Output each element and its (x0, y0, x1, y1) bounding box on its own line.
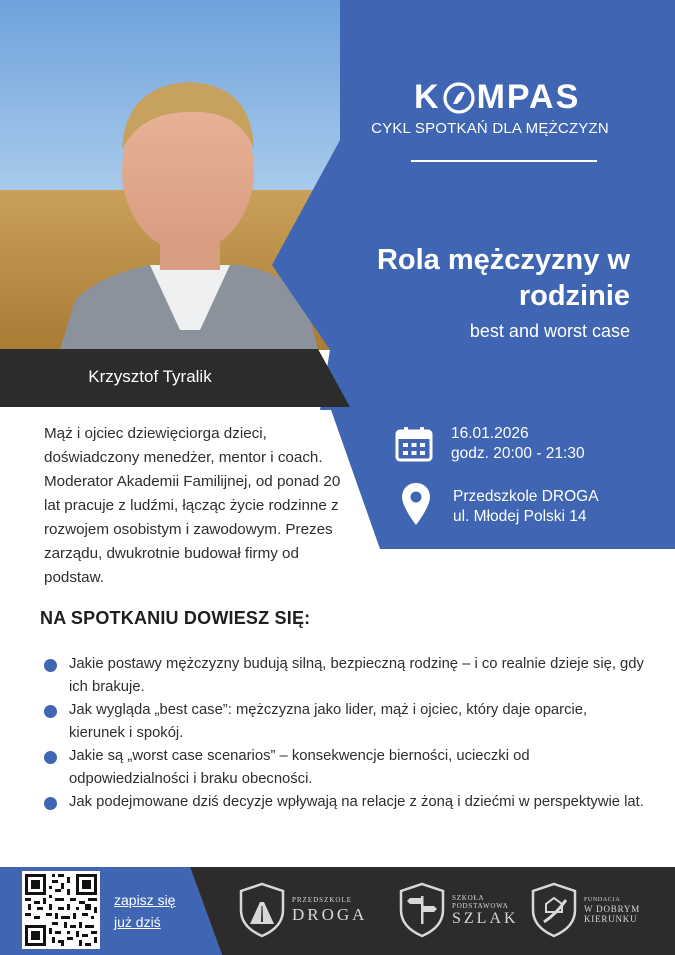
event-place (453, 487, 599, 527)
partner-fundacja-mid1: W DOBRYM (584, 904, 640, 914)
compass-icon (442, 81, 476, 115)
partner-droga-big: DROGA (292, 905, 368, 924)
partner-szlak-small1: SZKOŁA (452, 893, 485, 902)
agenda-item-text: Jakie postawy mężczyzny budują silną, bezpieczną rodzinę – i co realnie dzieje się, gdy ich brakuje. (69, 656, 644, 695)
bullet-icon (44, 659, 57, 672)
agenda-heading: NA SPOTKANIU DOWIESZ SIĘ: (40, 608, 311, 628)
signup-link-line1[interactable]: zapisz się (114, 892, 176, 908)
agenda-list (44, 653, 644, 814)
event-title-line1: Rola mężczyzny w (376, 244, 630, 276)
event-title (300, 242, 630, 314)
calendar-icon (395, 426, 433, 462)
partner-szlak-big: SZLAK (452, 909, 519, 927)
event-title-line2: rodzinie (518, 280, 630, 312)
partner-fundacja (530, 879, 640, 941)
partner-szlak-small2: PODSTAWOWA (452, 901, 509, 910)
qr-code[interactable] (22, 871, 100, 949)
event-place-name: Przedszkole DROGA (453, 488, 599, 505)
agenda-item-text: Jak wygląda „best case”: mężczyzna jako lider, mąż i ojciec, który daje oparcie, kierunek i spokój. (69, 702, 588, 741)
signup-link[interactable] (114, 889, 175, 933)
shield-icon (530, 882, 578, 938)
partner-fundacja-small: FUNDACJA (584, 897, 621, 903)
speaker-name: Krzysztof Tyralik (88, 367, 212, 386)
partner-szkola-szlak (398, 879, 519, 941)
signup-link-line2[interactable]: już dziś (114, 914, 161, 930)
hero-background (0, 0, 675, 410)
speaker-bio: Mąż i ojciec dziewięciorga dzieci, doświadczony menedżer, mentor i coach. Moderator Akademii Familijnej, od ponad 20 lat pracuje z ludźmi, łącząc życie rodzinne z rozwojem osobistym i zawodowym. Prezes zarządu, dwukrotnie budował firmy od podstaw. (44, 425, 341, 586)
agenda-item-text: Jakie są „worst case scenarios” – konsekwencje bierności, ucieczki od odpowiedzialności i braku obecności. (69, 748, 530, 787)
agenda-item (44, 699, 644, 745)
agenda-item (44, 653, 644, 699)
agenda-item (44, 745, 644, 791)
event-subtitle: best and worst case (469, 321, 630, 341)
logo-text-left: K (414, 78, 441, 116)
partner-przedszkole-droga (238, 879, 367, 941)
event-place-address: ul. Młodej Polski 14 (453, 508, 587, 525)
shield-icon (238, 882, 286, 938)
shield-icon (398, 882, 446, 938)
bullet-icon (44, 705, 57, 718)
agenda-item-text: Jak podejmowane dziś decyzje wpływają na relacje z żoną i dziećmi w perspektywie lat. (69, 794, 644, 810)
tagline-divider (411, 160, 597, 162)
event-date (451, 424, 585, 464)
bullet-icon (44, 751, 57, 764)
map-pin-icon (401, 482, 431, 526)
logo-text-right: MPAS (476, 78, 581, 116)
bullet-icon (44, 797, 57, 810)
partner-fundacja-mid2: KIERUNKU (584, 914, 638, 924)
agenda-item (44, 791, 644, 814)
tagline: CYKL SPOTKAŃ DLA MĘŻCZYZN (371, 120, 609, 137)
qr-code-pattern (25, 874, 97, 946)
partner-droga-small: PRZEDSZKOLE (292, 896, 352, 904)
event-date-value: 16.01.2026 (451, 425, 529, 442)
event-time-value: godz. 20:00 - 21:30 (451, 445, 585, 462)
kompas-logo (414, 78, 580, 117)
